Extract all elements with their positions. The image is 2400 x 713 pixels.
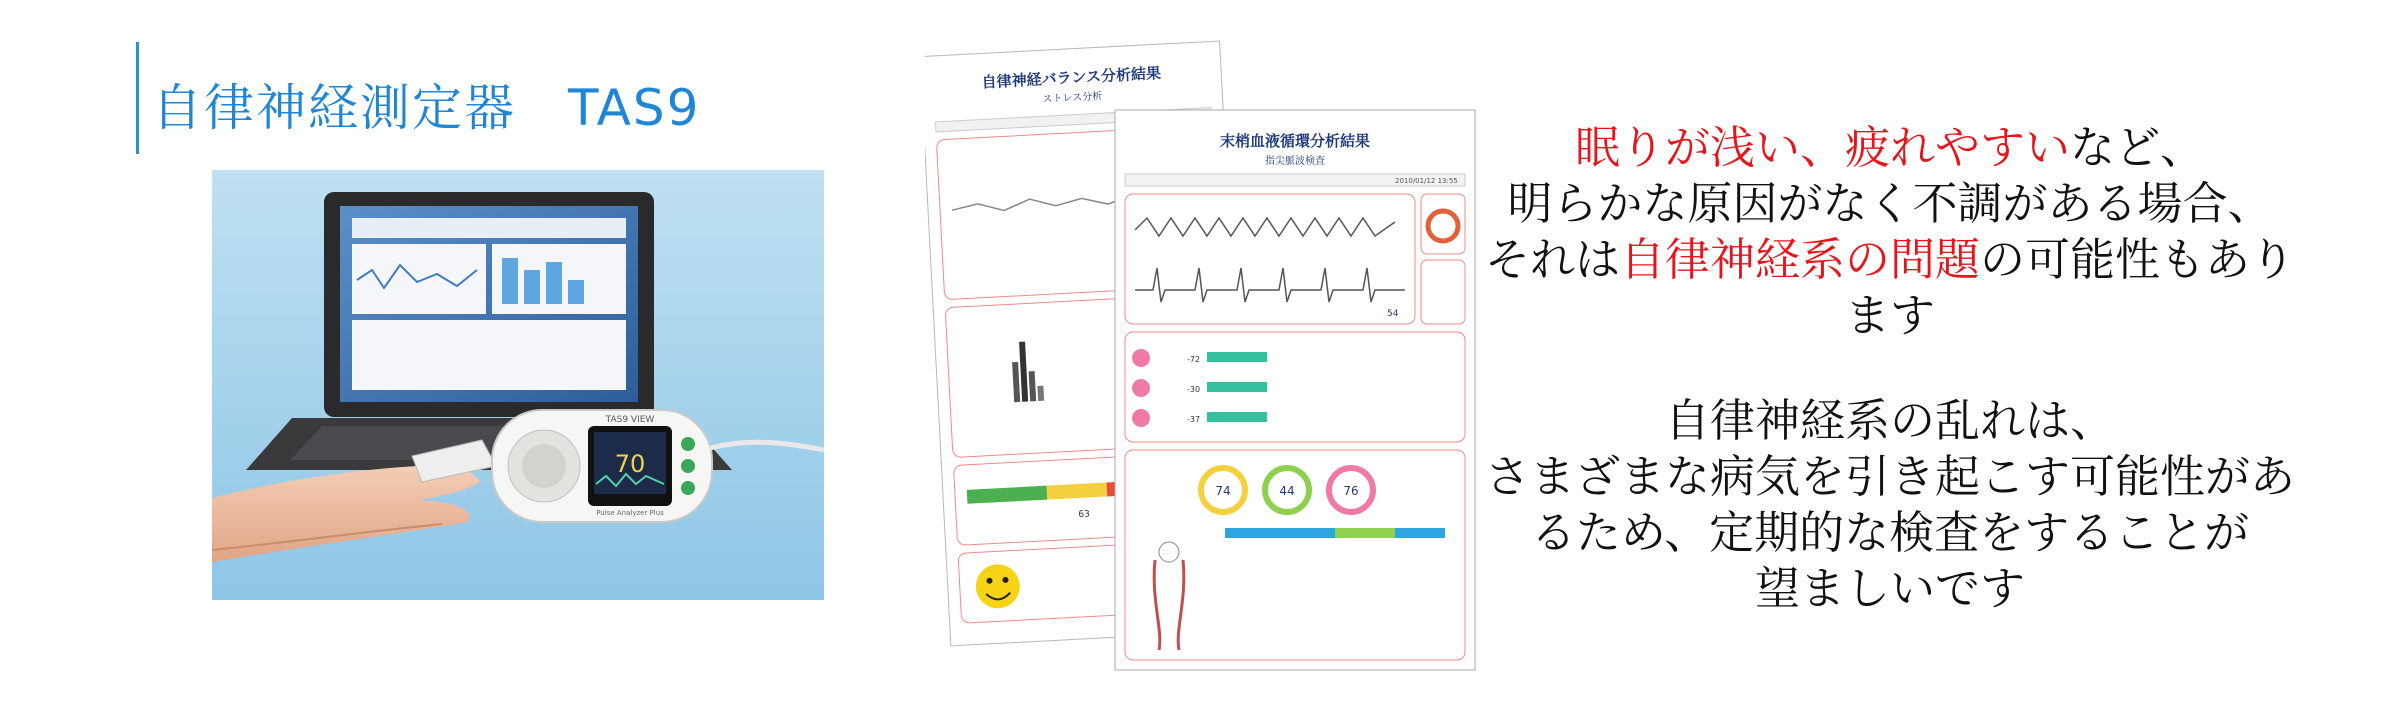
message1-highlight-fatigue: 疲れやすい bbox=[1844, 121, 2070, 174]
report-front-subtitle: 指尖脈波検査 bbox=[1265, 156, 1325, 167]
message1-highlight-sleep: 眠りが浅い、 bbox=[1574, 121, 1845, 174]
message-block-1 bbox=[1440, 120, 2340, 344]
report-back-subtitle: ストレス分析 bbox=[1042, 91, 1103, 106]
bar-label-2: -30 bbox=[1187, 385, 1201, 394]
message1-line1 bbox=[1440, 120, 2340, 176]
device-header: TAS9 VIEW bbox=[605, 415, 655, 425]
bar-label-3: -37 bbox=[1187, 415, 1201, 424]
message2-line1: 自律神経系の乱れは、 bbox=[1664, 394, 2115, 447]
circle-value-2: 44 bbox=[1279, 484, 1295, 498]
report-peripheral-circulation bbox=[1115, 110, 1475, 670]
message2-line3: るため、定期的な検査をすることが bbox=[1530, 506, 2250, 559]
message1-highlight-autonomic: 自律神経系の問題 bbox=[1619, 233, 1980, 286]
title-accent-bar bbox=[136, 42, 139, 154]
device-footer: Pulse Analyzer Plus bbox=[596, 509, 664, 517]
circle-value-1: 74 bbox=[1215, 484, 1231, 498]
product-photo bbox=[212, 170, 824, 600]
message1-line3 bbox=[1440, 232, 2340, 288]
report-back-title: 自律神経バランス分析結果 bbox=[981, 64, 1162, 92]
message1-text: の可能性もあり bbox=[1980, 233, 2296, 286]
report-front-date: 2010/01/12 13:55 bbox=[1395, 177, 1458, 185]
report-front-title: 末梢血液循環分析結果 bbox=[1219, 132, 1371, 150]
report-back-bar-value: 63 bbox=[1078, 509, 1091, 521]
message1-text: それは bbox=[1484, 233, 1620, 286]
bar-label-1: -72 bbox=[1187, 355, 1201, 364]
message1-line4: ます bbox=[1844, 289, 1935, 342]
analysis-reports bbox=[925, 40, 1485, 680]
message-block-2 bbox=[1440, 393, 2340, 617]
message1-line2: 明らかな原因がなく不調がある場合、 bbox=[1507, 177, 2273, 230]
page-title: 自律神経測定器 TAS9 bbox=[152, 79, 701, 137]
message2-line2: さまざまな病気を引き起こす可能性があ bbox=[1484, 450, 2295, 503]
circle-value-3: 76 bbox=[1343, 484, 1359, 498]
message2-line4: 望ましいです bbox=[1754, 562, 2025, 615]
report-front-rate: 54 bbox=[1387, 309, 1399, 319]
message1-text: など、 bbox=[2070, 121, 2206, 174]
device-reading: 70 bbox=[614, 450, 646, 478]
